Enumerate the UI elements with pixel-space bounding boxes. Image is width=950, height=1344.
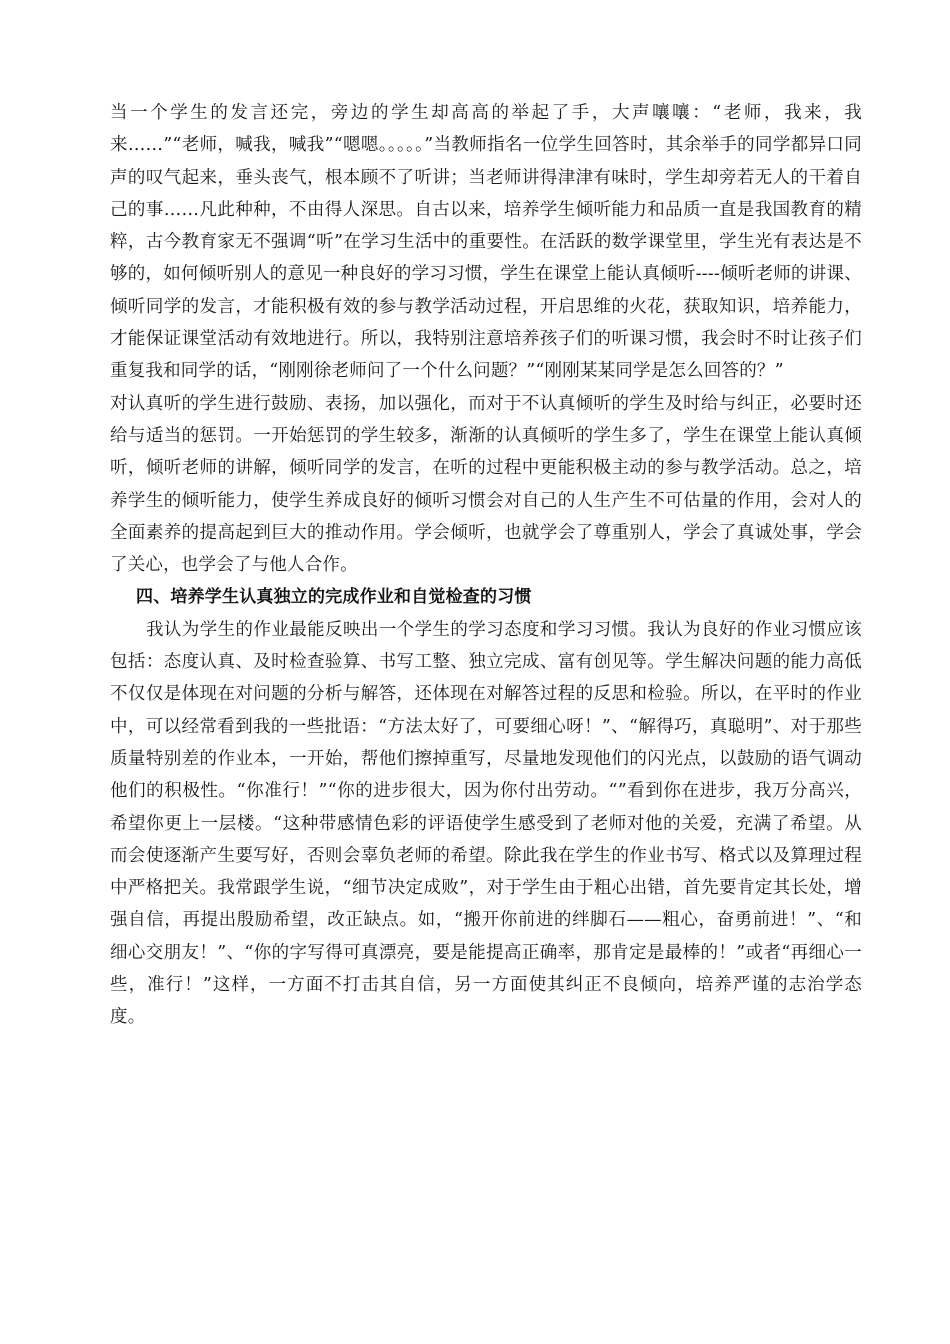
document-page — [110, 97, 862, 1034]
paragraph-listening-habits: 当一个学生的发言还完，旁边的学生却高高的举起了手，大声嚷嚷：“老师，我来，我来……”“老师，喊我，喊我”“嗯嗯。。。。。”当教师指名一位学生回答时，其余举手的同学都异口同声的叹气起来，垂头丧气，根本顾不了听讲；当老师讲得津津有味时，学生却旁若无人的干着自己的事……凡此种种，不由得人深思。自古以来，培养学生倾听能力和品质一直是我国教育的精粹，古今教育家无不强调“听”在学习生活中的重要性。在活跃的数学课堂里，学生光有表达是不够的，如何倾听别人的意见一种良好的学习习惯，学生在课堂上能认真倾听----倾听老师的讲课、倾听同学的发言，才能积极有效的参与教学活动过程，开启思维的火花，获取知识，培养能力，才能保证课堂活动有效地进行。所以，我特别注意培养孩子们的听课习惯，我会时不时让孩子们重复我和同学的话，“刚刚徐老师问了一个什么问题？”“刚刚某某同学是怎么回答的？” — [110, 103, 862, 382]
paragraph-homework-habits: 我认为学生的作业最能反映出一个学生的学习态度和学习习惯。我认为良好的作业习惯应该包括：态度认真、及时检查验算、书写工整、独立完成、富有创见等。学生解决问题的能力高低不仅仅是体现在对问题的分析与解答，还体现在对解答过程的反思和检验。所以，在平时的作业中，可以经常看到我的一些批语：“方法太好了，可要细心呀！”、“解得巧，真聪明”、对于那些质量特别差的作业本，一开始，帮他们擦掉重写，尽量地发现他们的闪光点，以鼓励的语气调动他们的积极性。“你准行！”“你的进步很大，因为你付出劳动。“”看到你在进步，我万分高兴，希望你更上一层楼。“这种带感情色彩的评语使学生感受到了老师对他的关爱，充满了希望。从而会使逐渐产生要写好，否则会辜负老师的希望。除此我在学生的作业书写、格式以及算理过程中严格把关。我常跟学生说，“细节决定成败”，对于学生由于粗心出错，首先要肯定其长处，增强自信，再提出殷励希望，改正缺点。如，“搬开你前进的绊脚石——粗心，奋勇前进！”、“和细心交朋友！”、“你的字写得可真漂亮，要是能提高正确率，那肯定是最棒的！”或者“再细心一些，准行！”这样，一方面不打击其自信，另一方面使其纠正不良倾向，培养严谨的志治学态度。 — [110, 619, 862, 1028]
paragraph-encouragement: 对认真听的学生进行鼓励、表扬，加以强化，而对于不认真倾听的学生及时给与纠正，必要时还给与适当的惩罚。一开始惩罚的学生较多，渐渐的认真倾听的学生多了，学生在课堂上能认真倾听，倾听老师的讲解，倾听同学的发言，在听的过程中更能积极主动的参与教学活动。总之，培养学生的倾听能力，使学生养成良好的倾听习惯会对自己的人生产生不可估量的作用，会对人的全面素养的提高起到巨大的推动作用。学会倾听，也就学会了尊重别人，学会了真诚处事，学会了关心，也学会了与他人合作。 — [110, 393, 862, 576]
section-heading-homework: 四、培养学生认真独立的完成作业和自觉检查的习惯 — [136, 587, 532, 608]
